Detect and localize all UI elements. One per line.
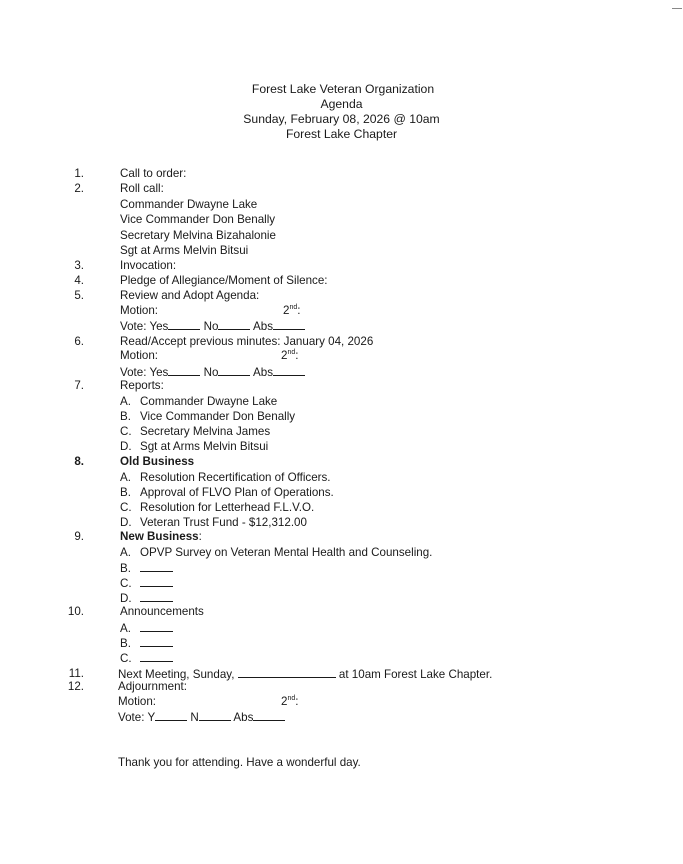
vote-line: Vote: Y N Abs	[118, 710, 285, 725]
announcement-item: C.	[120, 651, 173, 666]
item-number: 1.	[74, 167, 84, 180]
item-invocation: Invocation:	[120, 259, 177, 272]
announcement-blank[interactable]	[140, 636, 173, 647]
meeting-location: Forest Lake Chapter	[285, 127, 398, 141]
new-business-blank[interactable]	[140, 591, 173, 602]
report-item: D. Sgt at Arms Melvin Bitsui	[120, 440, 269, 453]
agenda-header	[0, 82, 683, 142]
item-number: 6.	[74, 335, 84, 348]
item-number: 3.	[74, 259, 84, 272]
scan-mark	[672, 8, 682, 9]
item-next-meeting: Next Meeting, Sunday, at 10am Forest Lake Chapter.	[118, 668, 493, 681]
item-number: 8.	[74, 455, 84, 468]
roll-call-line: Sgt at Arms Melvin Bitsui	[120, 244, 249, 257]
roll-call-line: Commander Dwayne Lake	[120, 198, 258, 211]
new-business-blank[interactable]	[140, 576, 173, 587]
motion-label: Motion:	[118, 695, 157, 708]
old-business-item: B. Approval of FLVO Plan of Operations.	[120, 486, 334, 499]
second-label: 2nd:	[283, 304, 301, 317]
item-number: 11.	[68, 667, 84, 680]
roll-call-line: Vice Commander Don Benally	[120, 213, 276, 226]
item-number: 10.	[67, 605, 84, 618]
document-type: Agenda	[320, 97, 363, 111]
item-pledge: Pledge of Allegiance/Moment of Silence:	[120, 274, 328, 287]
vote-no-blank[interactable]	[199, 710, 231, 721]
item-old-business: Old Business	[120, 455, 195, 468]
old-business-item: C. Resolution for Letterhead F.L.V.O.	[120, 501, 315, 514]
item-reports: Reports:	[120, 379, 164, 392]
announcement-blank[interactable]	[140, 651, 173, 662]
new-business-item: B.	[120, 561, 173, 576]
second-label: 2nd:	[281, 695, 299, 708]
item-number: 2.	[74, 182, 84, 195]
item-number: 5.	[74, 289, 84, 302]
vote-yes-blank[interactable]	[155, 710, 187, 721]
item-call-to-order: Call to order:	[120, 167, 187, 180]
vote-line: Vote: Yes No Abs	[120, 319, 305, 334]
vote-yes-blank[interactable]	[168, 365, 200, 376]
vote-no-blank[interactable]	[218, 365, 250, 376]
new-business-item: C.	[120, 576, 173, 591]
vote-abs-blank[interactable]	[253, 710, 285, 721]
report-item: C. Secretary Melvina James	[120, 425, 271, 438]
motion-label: Motion:	[120, 349, 159, 362]
item-announcements: Announcements	[120, 605, 204, 618]
item-previous-minutes: Read/Accept previous minutes: January 04, 2026	[120, 335, 374, 348]
new-business-item: D.	[120, 591, 173, 606]
item-adjournment: Adjournment:	[118, 680, 187, 693]
closing-message: Thank you for attending. Have a wonderful day.	[118, 756, 361, 769]
vote-yes-blank[interactable]	[168, 319, 200, 330]
motion-label: Motion:	[120, 304, 159, 317]
announcement-item: A.	[120, 621, 173, 636]
announcement-item: B.	[120, 636, 173, 651]
new-business-item: A. OPVP Survey on Veteran Mental Health and Counseling.	[120, 546, 433, 559]
vote-line: Vote: Yes No Abs	[120, 365, 305, 380]
item-number: 9.	[74, 530, 84, 543]
item-review-agenda: Review and Adopt Agenda:	[120, 289, 260, 302]
new-business-blank[interactable]	[140, 561, 173, 572]
item-number: 12.	[67, 680, 84, 693]
roll-call-line: Secretary Melvina Bizahalonie	[120, 229, 276, 242]
second-label: 2nd:	[281, 349, 299, 362]
announcement-blank[interactable]	[140, 621, 173, 632]
report-item: B. Vice Commander Don Benally	[120, 410, 296, 423]
old-business-item: D. Veteran Trust Fund - $12,312.00	[120, 516, 307, 529]
item-roll-call: Roll call:	[120, 182, 164, 195]
item-number: 4.	[74, 274, 84, 287]
vote-abs-blank[interactable]	[273, 365, 305, 376]
item-new-business: New Business:	[120, 530, 202, 543]
next-meeting-date-blank[interactable]	[238, 667, 336, 678]
report-item: A. Commander Dwayne Lake	[120, 395, 278, 408]
meeting-date-time: Sunday, February 08, 2026 @ 10am	[243, 112, 440, 126]
old-business-item: A. Resolution Recertification of Officers.	[120, 471, 331, 484]
organization-name: Forest Lake Veteran Organization	[251, 82, 435, 96]
item-number: 7.	[74, 379, 84, 392]
vote-abs-blank[interactable]	[273, 319, 305, 330]
vote-no-blank[interactable]	[218, 319, 250, 330]
